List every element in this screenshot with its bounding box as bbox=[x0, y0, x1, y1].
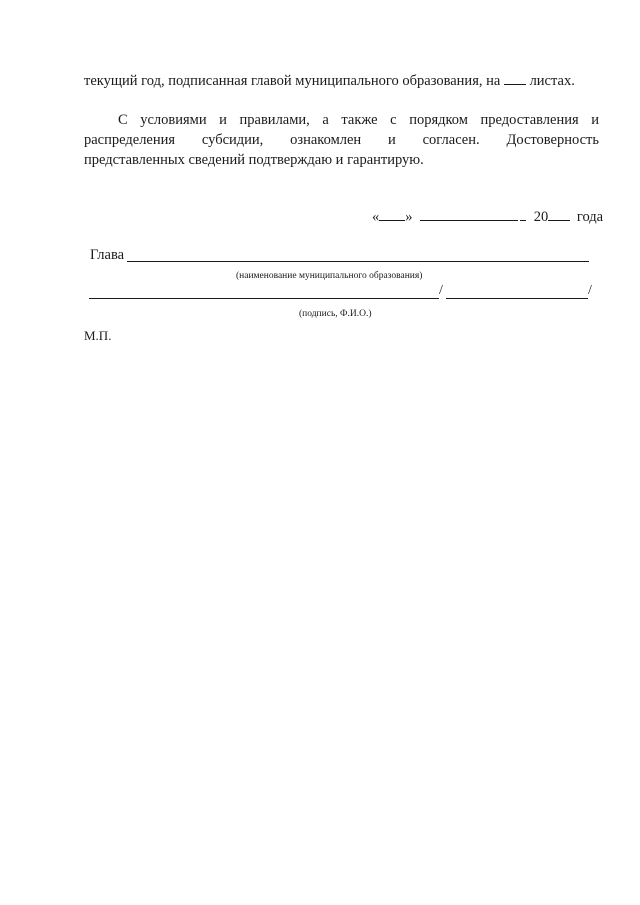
date-line bbox=[372, 207, 603, 226]
para2-line-1: С условиями и правилами, а также с порядком предоставления и bbox=[118, 112, 599, 128]
para2-line-2: распределения субсидии, ознакомлен и согласен. Достоверность bbox=[84, 132, 599, 148]
text-line-1-part2: листах. bbox=[529, 73, 575, 89]
text-line-1-part1: текущий год, подписанная главой муниципального образования, на bbox=[84, 73, 501, 89]
head-label: Глава bbox=[90, 247, 125, 263]
year-blank bbox=[548, 207, 570, 221]
municipality-caption: (наименование муниципального образования) bbox=[236, 271, 423, 281]
text-line-1 bbox=[84, 71, 575, 90]
month-blank-tail bbox=[520, 207, 526, 221]
para2-line-3: представленных сведений подтверждаю и гарантирую. bbox=[84, 152, 424, 168]
date-open-quote: « bbox=[372, 209, 380, 225]
year-prefix: 20 bbox=[533, 209, 549, 225]
signature-slash-2: / bbox=[588, 283, 592, 298]
stamp-label: М.П. bbox=[84, 328, 112, 343]
year-suffix: года bbox=[576, 209, 604, 225]
month-blank bbox=[420, 207, 518, 221]
signature-slash-1: / bbox=[439, 283, 443, 298]
sheets-count-blank bbox=[504, 71, 526, 85]
full-name-line bbox=[446, 298, 588, 299]
day-blank bbox=[379, 207, 405, 221]
date-close-quote: » bbox=[405, 209, 413, 225]
signature-line bbox=[89, 298, 439, 299]
municipality-line bbox=[127, 261, 589, 262]
signature-caption: (подпись, Ф.И.О.) bbox=[299, 309, 372, 319]
